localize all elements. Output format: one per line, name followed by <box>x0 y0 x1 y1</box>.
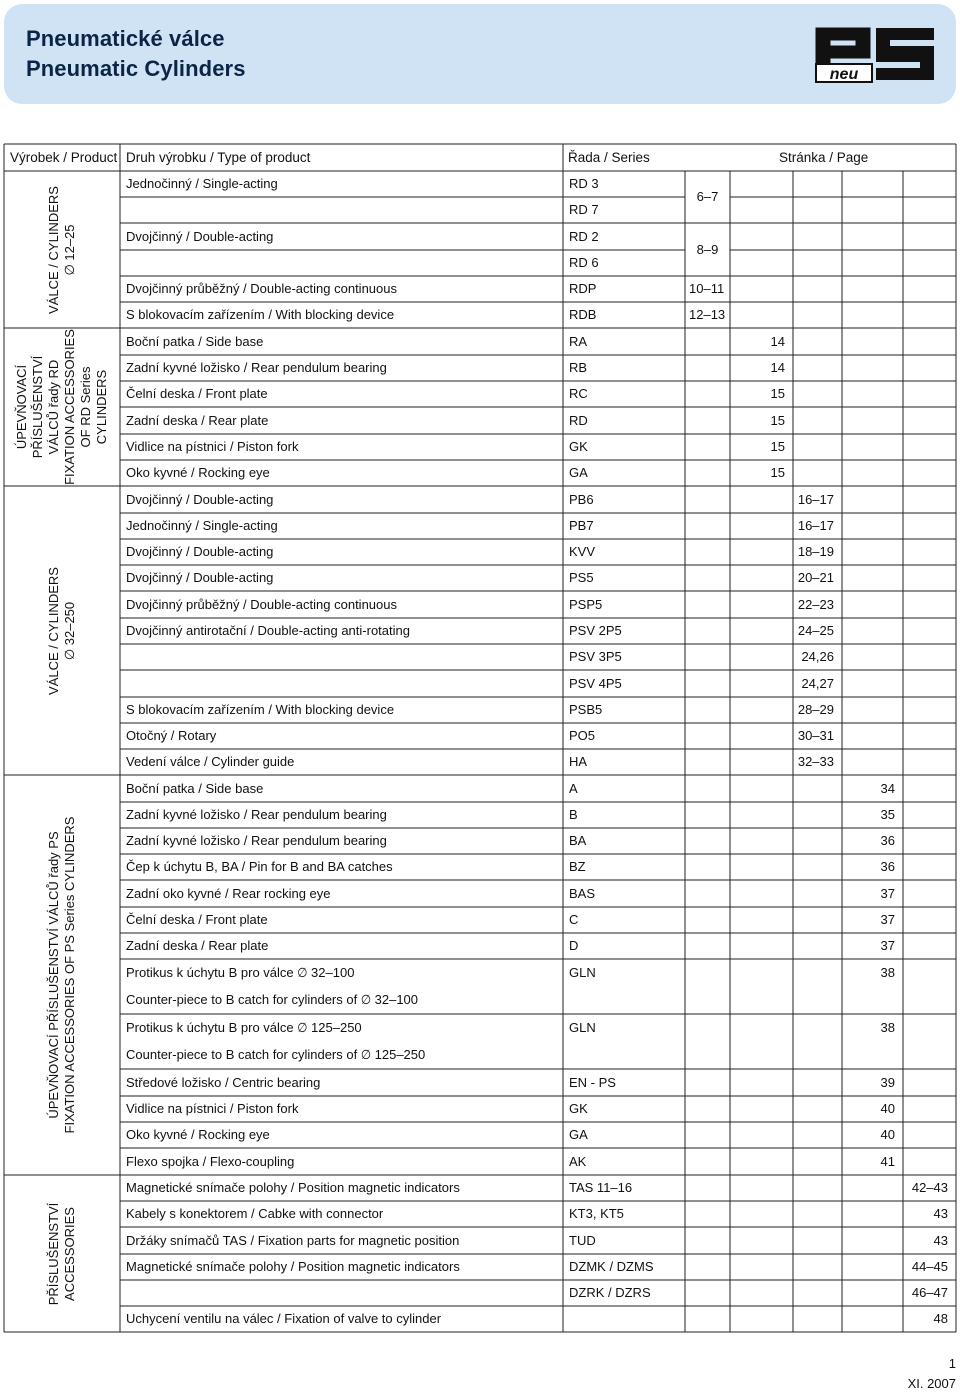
row-type: Čep k úchytu B, BA / Pin for B and BA catches <box>126 859 393 874</box>
row-type: Vedení válce / Cylinder guide <box>126 754 295 769</box>
row-type: S blokovacím zařízením / With blocking device <box>126 702 395 717</box>
product-group-line: VÁLCE / CYLINDERS <box>46 185 61 314</box>
row-series: RDB <box>569 307 597 322</box>
row-type: Zadní deska / Rear plate <box>126 938 269 953</box>
row-series: PO5 <box>569 728 596 743</box>
row-type: Dvojčinný / Double-acting <box>126 570 274 585</box>
product-group-line: FIXATION ACCESSORIES <box>62 329 77 485</box>
row-page: 38 <box>880 965 895 980</box>
row-type-english: Counter-piece to B catch for cylinders of ∅ 125–250 <box>126 1047 426 1062</box>
row-series: RD 2 <box>569 228 599 244</box>
row-type: Dvojčinný / Double-acting <box>126 228 274 244</box>
row-series: HA <box>569 754 588 769</box>
row-page: 43 <box>933 1206 948 1221</box>
row-series: DZRK / DZRS <box>569 1285 651 1300</box>
row-series: BAS <box>569 885 596 901</box>
row-page: 38 <box>880 1020 895 1035</box>
row-page: 14 <box>770 333 785 349</box>
row-page: 24,26 <box>801 649 834 664</box>
row-series: RD <box>569 412 588 428</box>
product-group-label <box>46 567 78 695</box>
row-page: 48 <box>933 1311 948 1326</box>
row-page: 40 <box>880 1127 895 1142</box>
row-page: 41 <box>880 1153 895 1169</box>
row-page: 39 <box>880 1074 895 1090</box>
row-series: PSP5 <box>569 596 603 612</box>
product-group-line: ÚPEVŇOVACÍ PŘÍSLUŠENSTVÍ VÁLCŮ řady PS <box>46 831 61 1119</box>
row-page: 20–21 <box>797 570 834 585</box>
row-series: PS5 <box>569 570 594 585</box>
product-group-label <box>46 186 78 314</box>
row-page: 34 <box>880 780 895 796</box>
row-type: Oko kyvné / Rocking eye <box>126 1127 270 1142</box>
row-page: 15 <box>770 386 785 401</box>
row-type: Protikus k úchytu B pro válce ∅ 125–250 <box>126 1020 362 1035</box>
product-group-line: VÁLCE / CYLINDERS <box>46 566 61 695</box>
row-type: Magnetické snímače polohy / Position magnetic indicators <box>126 1259 460 1274</box>
product-group-line: ACCESSORIES <box>62 1206 77 1301</box>
row-series: PSV 2P5 <box>569 623 622 638</box>
row-page: 14 <box>770 360 785 375</box>
row-page: 30–31 <box>797 728 834 743</box>
row-type: Dvojčinný / Double-acting <box>126 544 274 559</box>
row-page: 18–19 <box>797 544 834 559</box>
row-type: Dvojčinný / Double-acting <box>126 491 274 507</box>
row-page: 37 <box>880 912 895 927</box>
row-page: 22–23 <box>797 596 834 612</box>
column-header-type: Druh výrobku / Type of product <box>126 150 311 165</box>
row-series: PSV 4P5 <box>569 675 622 691</box>
row-series: A <box>569 780 578 796</box>
row-series: RB <box>569 360 588 375</box>
row-series: GK <box>569 1101 588 1116</box>
row-type: Jednočinný / Single-acting <box>126 518 278 533</box>
row-type: Vidlice na pístnici / Piston fork <box>126 439 299 454</box>
row-series: EN - PS <box>569 1074 616 1090</box>
row-type: Dvojčinný antirotační / Double-acting anti-rotating <box>126 623 410 638</box>
row-page: 12–13 <box>689 307 726 322</box>
title-english: Pneumatic Cylinders <box>26 56 246 81</box>
row-page: 15 <box>770 412 785 428</box>
row-type: Středové ložisko / Centric bearing <box>126 1074 321 1090</box>
row-type: Protikus k úchytu B pro válce ∅ 32–100 <box>126 965 355 980</box>
row-series: RD 7 <box>569 202 599 217</box>
row-series: RDP <box>569 281 597 296</box>
column-header-product: Výrobek / Product <box>10 150 118 165</box>
row-page: 24–25 <box>797 623 834 638</box>
product-group-line: ÚPEVŇOVACÍ <box>14 364 29 450</box>
row-type: Držáky snímačů TAS / Fixation parts for magnetic position <box>126 1232 460 1248</box>
row-series: PB7 <box>569 518 594 533</box>
row-series: KT3, KT5 <box>569 1206 624 1221</box>
row-type: Vidlice na pístnici / Piston fork <box>126 1101 299 1116</box>
row-type: Čelní deska / Front plate <box>126 386 268 401</box>
row-page: 10–11 <box>689 281 725 296</box>
row-series: RA <box>569 333 588 349</box>
row-series: PB6 <box>569 491 594 507</box>
row-series: RD 6 <box>569 255 599 270</box>
row-type: Boční patka / Side base <box>126 333 264 349</box>
row-series: PSB5 <box>569 702 603 717</box>
row-series: C <box>569 912 579 927</box>
row-page: 32–33 <box>797 754 834 769</box>
product-group-line: ∅ 12–25 <box>62 223 77 276</box>
row-series: BZ <box>569 859 586 874</box>
row-type: Zadní deska / Rear plate <box>126 412 269 428</box>
product-group-label <box>14 329 110 485</box>
row-type: Zadní oko kyvné / Rear rocking eye <box>126 885 331 901</box>
product-group-line: CYLINDERS <box>94 369 109 445</box>
product-group-label <box>46 1202 78 1305</box>
row-page: 36 <box>880 833 895 848</box>
product-group-line: ∅ 32–250 <box>62 601 77 660</box>
column-header-series: Řada / Series <box>568 150 650 165</box>
row-type: Zadní kyvné ložisko / Rear pendulum bearing <box>126 833 387 848</box>
row-series: TUD <box>569 1232 596 1248</box>
row-page: 44–45 <box>911 1259 948 1274</box>
row-series: B <box>569 807 578 822</box>
product-group-line: FIXATION ACCESSORIES OF PS Series CYLINDERS <box>62 816 77 1134</box>
product-group-label <box>46 817 78 1134</box>
svg-text:neu: neu <box>829 66 859 83</box>
row-series: D <box>569 938 579 953</box>
footer-page-number: 1 <box>948 1356 956 1371</box>
row-type: Uchycení ventilu na válec / Fixation of valve to cylinder <box>126 1311 442 1326</box>
row-type: S blokovacím zařízením / With blocking device <box>126 307 395 322</box>
product-group-line: OF RD Series <box>78 366 93 448</box>
row-page: 15 <box>770 439 785 454</box>
row-page: 42–43 <box>911 1180 948 1195</box>
row-series: RD 3 <box>569 176 599 191</box>
row-type: Dvojčinný průběžný / Double-acting continuous <box>126 596 397 612</box>
row-series: DZMK / DZMS <box>569 1259 654 1274</box>
row-type: Flexo spojka / Flexo-coupling <box>126 1153 295 1169</box>
row-page: 37 <box>880 938 895 953</box>
row-type: Zadní kyvné ložisko / Rear pendulum bearing <box>126 807 387 822</box>
row-page: 28–29 <box>797 702 834 717</box>
row-type: Kabely s konektorem / Cabke with connector <box>126 1206 384 1221</box>
row-type: Jednočinný / Single-acting <box>126 176 278 191</box>
row-type: Otočný / Rotary <box>126 728 217 743</box>
row-page: 16–17 <box>797 518 834 533</box>
row-page: 15 <box>770 465 785 480</box>
row-series: GA <box>569 465 588 480</box>
row-type-english: Counter-piece to B catch for cylinders of ∅ 32–100 <box>126 992 419 1007</box>
row-series: KVV <box>569 544 596 559</box>
row-type: Oko kyvné / Rocking eye <box>126 465 270 480</box>
row-series: GLN <box>569 1020 596 1035</box>
row-series: RC <box>569 386 588 401</box>
footer-date: XI. 2007 <box>907 1376 956 1391</box>
row-series: GK <box>569 439 588 454</box>
column-header-page: Stránka / Page <box>779 150 869 165</box>
product-group-line: PŘÍSLUŠENSTVÍ <box>46 1202 61 1305</box>
row-page: 16–17 <box>797 491 834 507</box>
row-page: 43 <box>933 1232 948 1248</box>
row-page: 24,27 <box>801 675 834 691</box>
row-type: Čelní deska / Front plate <box>126 912 268 927</box>
row-series: PSV 3P5 <box>569 649 622 664</box>
row-series: AK <box>569 1153 587 1169</box>
row-series: BA <box>569 833 587 848</box>
merged-page: 6–7 <box>696 189 719 204</box>
row-page: 40 <box>880 1101 895 1116</box>
row-series: GA <box>569 1127 588 1142</box>
row-series: TAS 11–16 <box>569 1180 633 1195</box>
row-type: Zadní kyvné ložisko / Rear pendulum bearing <box>126 360 387 375</box>
merged-page: 8–9 <box>696 241 719 257</box>
row-type: Magnetické snímače polohy / Position magnetic indicators <box>126 1180 460 1195</box>
row-type: Dvojčinný průběžný / Double-acting continuous <box>126 281 397 296</box>
row-page: 46–47 <box>911 1285 948 1300</box>
row-page: 36 <box>880 859 895 874</box>
row-series: GLN <box>569 965 596 980</box>
product-group-line: VÁLCŮ řady RD <box>46 359 61 455</box>
product-group-line: PŘÍSLUŠENSTVÍ <box>30 355 45 459</box>
row-page: 35 <box>880 807 895 822</box>
title-czech: Pneumatické válce <box>26 26 225 51</box>
row-page: 37 <box>880 885 895 901</box>
row-type: Boční patka / Side base <box>126 780 264 796</box>
